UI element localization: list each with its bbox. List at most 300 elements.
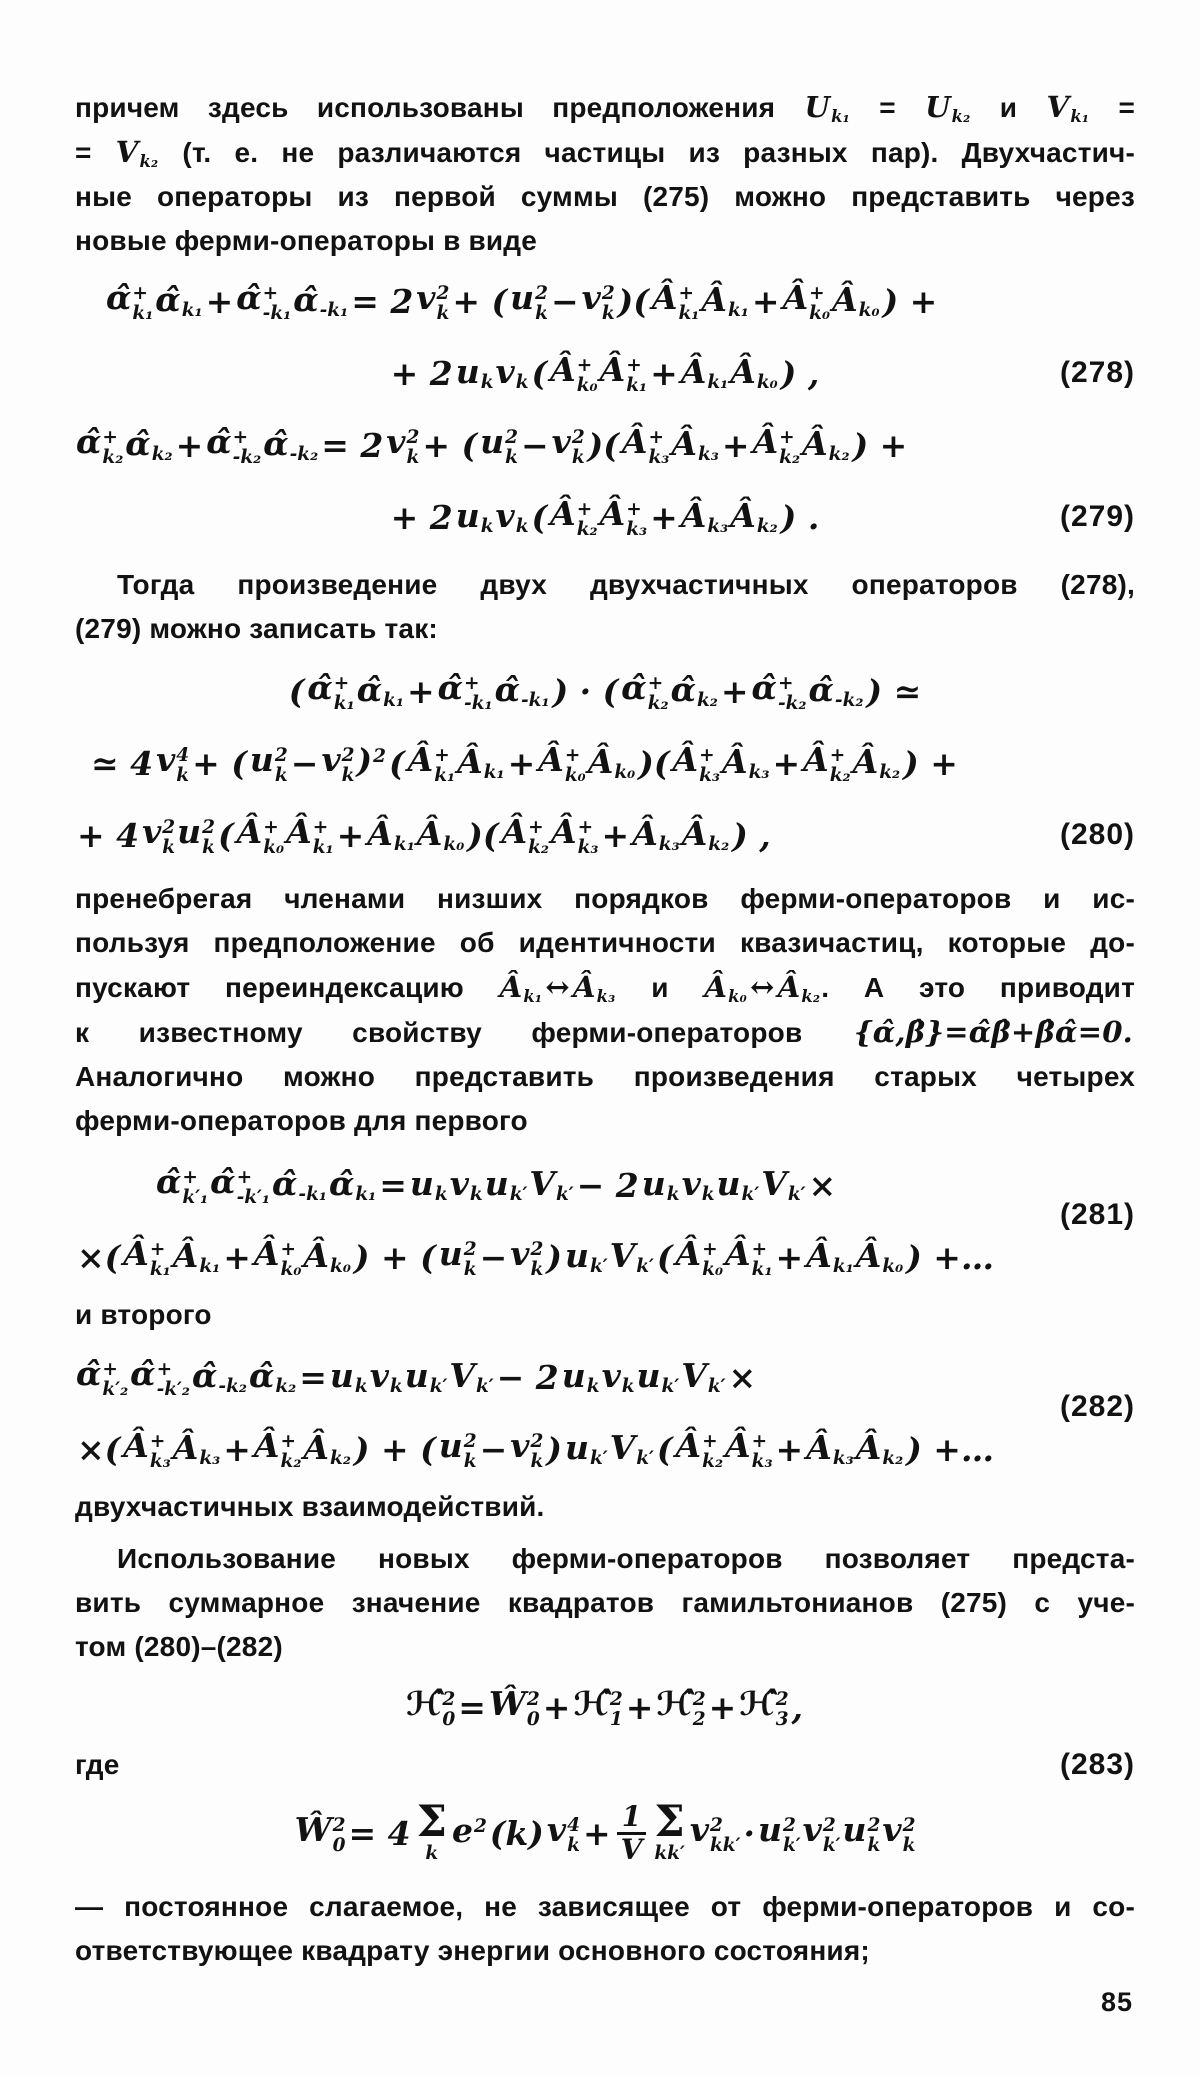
math-scripts (263, 284, 292, 325)
math-run: + (542, 1687, 571, 1727)
math-base: Â (782, 277, 809, 317)
math-scripts (823, 1816, 841, 1857)
math-scripts (150, 1240, 171, 1281)
math-scripts (699, 746, 720, 787)
math-scripts (587, 1358, 600, 1398)
math-token (456, 352, 494, 393)
math-base: Â (777, 970, 801, 1004)
superscript: + (626, 498, 642, 520)
subscript: k₂ (275, 1376, 297, 1398)
paragraph-two-particle (75, 1485, 1135, 1529)
math-base: Â (725, 1233, 751, 1273)
math-base: Â (632, 814, 658, 854)
math-scripts (530, 1432, 543, 1473)
equation-280-line (89, 727, 1135, 799)
math-base: α̂ (248, 1356, 275, 1396)
subscript: k′ (509, 1184, 528, 1206)
math-scripts (710, 1816, 740, 1857)
math-token (538, 740, 586, 787)
subscript: k′ (782, 1834, 801, 1856)
math-run: = (299, 1357, 327, 1397)
math-token (236, 278, 291, 325)
math-run: + (720, 671, 749, 711)
math-base: Â (253, 1233, 280, 1273)
subscript: k (867, 1834, 881, 1856)
math-scripts (702, 1432, 723, 1473)
math-base: Â (253, 1425, 280, 1465)
math-scripts (577, 500, 598, 541)
math-scripts (757, 498, 778, 538)
text-run: новые ферми-операторы в виде (75, 225, 538, 256)
math-run: {α̂,β̂}=α̂β̂+β̂α̂=0. (853, 1015, 1133, 1049)
math-run: − (520, 425, 549, 465)
subscript: k₃ (648, 446, 670, 468)
subscript: k₂ (647, 692, 669, 714)
math-token (725, 1234, 773, 1281)
math-base: v (546, 1809, 567, 1849)
superscript: + (702, 1430, 718, 1452)
math-token (307, 668, 354, 715)
math-run: ( (218, 815, 234, 855)
math-run: + ( (422, 425, 478, 465)
math-base: Â (587, 742, 614, 782)
math-token (254, 1426, 302, 1473)
math-run: )( (587, 425, 619, 465)
paragraph-and-second (75, 1293, 1135, 1337)
math-token (562, 1356, 600, 1397)
math-token (550, 350, 598, 397)
math-token (510, 1234, 543, 1281)
subscript: k₁ (383, 690, 404, 712)
math-token (173, 1428, 221, 1469)
superscript: 2 (902, 1814, 916, 1836)
math-scripts (523, 971, 542, 1006)
math-base: Â (704, 970, 728, 1004)
superscript: 2 (530, 1238, 544, 1260)
subscript: k₀ (858, 300, 880, 322)
paragraph-assumptions (75, 85, 1135, 263)
subscript: k (515, 516, 529, 538)
math-base: Â (407, 739, 434, 779)
math-base: v (510, 1233, 530, 1273)
math-base: Â (806, 1428, 832, 1468)
math-token (438, 668, 493, 715)
math-token (600, 494, 648, 541)
text-run: пренебрегая членами низших порядков ферми-операторов и ис- (75, 883, 1135, 914)
superscript: 2 (601, 282, 615, 304)
math-token (806, 1236, 854, 1277)
math-token (722, 742, 770, 783)
equation-label: (282) (1059, 1390, 1135, 1423)
math-token (293, 280, 348, 321)
superscript: + (829, 744, 846, 766)
subscript: k₂ (801, 987, 821, 1007)
math-scripts (290, 426, 319, 466)
math-token (130, 1354, 190, 1401)
math-base: V (761, 1164, 787, 1204)
math-token (123, 1234, 171, 1281)
paragraph-constant-term (75, 1885, 1135, 1973)
text-run: ные операторы из первой суммы (275) можно представить через (75, 181, 1135, 212)
subscript: -k₁ (521, 690, 550, 712)
math-run: ) + (882, 281, 938, 321)
subscript: k₁ (434, 764, 456, 786)
superscript: + (102, 426, 118, 448)
math-scripts (776, 1690, 789, 1731)
math-run: ↔ (545, 970, 570, 1004)
text-run: . А это приводит (821, 972, 1135, 1003)
math-run: + (175, 425, 204, 465)
math-base: α̂ (76, 1353, 102, 1393)
math-run: + 2 (390, 497, 453, 537)
math-scripts (728, 971, 747, 1006)
math-base: Â (852, 742, 879, 782)
math-token (621, 668, 668, 715)
math-base: u (561, 1356, 586, 1396)
subscript: k₁ (523, 987, 543, 1007)
equation-w0-line (75, 1789, 1135, 1877)
subscript: k₀ (263, 836, 285, 858)
subscript: k₃ (626, 518, 648, 540)
math-base: v (882, 1809, 902, 1849)
superscript: + (779, 426, 795, 448)
math-scripts (829, 426, 850, 466)
subscript: k₂ (702, 1450, 724, 1472)
math-base: Â (803, 739, 829, 779)
math-base: α̂ (236, 277, 262, 317)
math-scripts (649, 428, 670, 469)
math-token (496, 496, 529, 537)
superscript: 2 (692, 1688, 706, 1710)
subscript: k (530, 1258, 544, 1280)
text-run: = (75, 137, 115, 168)
math-token (1047, 85, 1090, 129)
math-scripts (752, 1432, 773, 1473)
math-scripts (698, 426, 719, 466)
math-run: (k) (489, 1813, 544, 1853)
superscript: + (280, 1238, 297, 1260)
math-token (761, 1164, 805, 1205)
math-base: u (564, 1236, 589, 1276)
math-base: V (115, 135, 139, 169)
math-run: ) , (780, 353, 820, 393)
math-token (753, 422, 801, 469)
math-token (155, 280, 202, 321)
subscript: k′ (741, 1184, 760, 1206)
math-token (495, 670, 550, 711)
superscript: 2 (436, 282, 450, 304)
math-scripts (882, 1238, 903, 1278)
math-base: Â (286, 811, 312, 851)
math-run: − 2 (576, 1165, 639, 1205)
math-scripts (313, 818, 334, 859)
math-base: α̂ (437, 667, 464, 707)
math-base: u (438, 1425, 463, 1465)
subscript: k₂ (696, 690, 718, 712)
superscript: + (232, 426, 249, 448)
math-run: ) + (852, 425, 908, 465)
paragraph-neglecting-line (75, 1099, 1135, 1143)
math-scripts (102, 1360, 128, 1401)
math-token (237, 812, 285, 859)
math-base: v (386, 421, 406, 461)
math-base: Â (721, 742, 748, 782)
math-base: α̂ (210, 1161, 236, 1201)
math-scripts (809, 284, 830, 325)
sum-operator (416, 1797, 447, 1865)
math-token (142, 812, 175, 859)
math-base: u (716, 1164, 741, 1204)
paragraph-two-particle-line (75, 1485, 1135, 1529)
subscript: k₃ (751, 1450, 773, 1472)
subscript: k₂ (951, 107, 971, 127)
math-scripts (516, 498, 529, 538)
text-run: ферми-операторов для первого (75, 1105, 528, 1136)
math-scripts (275, 1358, 296, 1398)
subscript: k₁ (355, 1184, 377, 1206)
superscript: 2 (162, 816, 176, 838)
math-scripts (355, 1358, 368, 1398)
math-scripts (442, 1690, 455, 1731)
paragraph-assumptions-line (75, 219, 1135, 263)
text-run: том (280)–(282) (75, 1631, 283, 1662)
math-base: u (438, 1233, 463, 1273)
math-scripts (464, 1432, 477, 1473)
paragraph-product-intro (75, 563, 1135, 651)
math-token (565, 1428, 608, 1469)
subscript: k (601, 302, 615, 324)
subscript: k (176, 764, 190, 786)
math-base: α̂ (293, 280, 319, 320)
math-base: u (404, 1356, 429, 1396)
subscript: k₃ (658, 834, 680, 856)
math-base: α̂ (156, 1161, 182, 1201)
math-token (573, 1684, 622, 1731)
math-run: + (650, 497, 678, 537)
superscript: + (102, 1358, 118, 1380)
superscript: + (777, 672, 794, 694)
math-token (752, 668, 807, 715)
math-token (206, 422, 261, 469)
math-token (177, 812, 215, 859)
subscript: k (389, 1376, 403, 1398)
math-token (681, 496, 729, 537)
math-base: U (925, 90, 951, 124)
math-run: + (721, 425, 750, 465)
math-scripts (708, 1358, 726, 1398)
math-run: − (550, 281, 579, 321)
math-run: + 4 (77, 815, 140, 855)
superscript: 2 (341, 744, 355, 766)
math-base: v (689, 1809, 710, 1849)
math-scripts (330, 1430, 351, 1470)
paragraph-neglecting (75, 877, 1135, 1143)
math-base: Â (416, 814, 443, 854)
subscript: -k₁ (262, 302, 292, 324)
math-scripts (707, 498, 728, 538)
math-run: ) + ( (353, 1237, 436, 1277)
superscript: 2 (473, 1815, 487, 1837)
subscript: k₁ (728, 300, 749, 322)
subscript: k′ (429, 1376, 448, 1398)
subscript: k₂ (828, 444, 850, 466)
equation-hamiltonian-squares-line (75, 1671, 1135, 1743)
math-token (254, 1234, 302, 1281)
paragraph-product-intro-line (75, 607, 1135, 651)
superscript: + (751, 1430, 768, 1452)
math-base: Â (303, 1428, 330, 1468)
superscript: 2 (463, 1430, 477, 1452)
sum-limits: k (425, 1843, 439, 1865)
math-run: ×( (77, 1237, 121, 1277)
math-base: V (529, 1164, 555, 1204)
superscript: 2 (867, 1814, 881, 1836)
math-base: Â (701, 280, 728, 320)
math-base: ℋ̂ (573, 1683, 609, 1723)
math-run: × (728, 1357, 757, 1397)
paragraph-neglecting-line (75, 1010, 1135, 1055)
subscript: k (902, 1834, 916, 1856)
superscript: 2 (775, 1688, 789, 1710)
math-base: u (329, 1356, 354, 1396)
superscript: 2 (571, 426, 585, 448)
math-token (330, 1356, 368, 1397)
math-token (783, 278, 831, 325)
subscript: k₂ (882, 1448, 904, 1470)
math-base: V (681, 1356, 707, 1396)
math-scripts (742, 1166, 760, 1206)
math-base: v (142, 811, 162, 851)
superscript: + (576, 498, 593, 520)
math-token (622, 422, 670, 469)
subscript: k₀ (564, 764, 586, 786)
paragraph-assumptions-line (75, 130, 1135, 175)
math-token (682, 814, 730, 855)
subscript: k₂ (102, 446, 124, 468)
math-base: u (641, 1164, 666, 1204)
math-token (489, 1684, 540, 1731)
superscript: + (132, 282, 148, 304)
math-base: Ŵ (294, 1809, 332, 1849)
math-token (510, 1426, 543, 1473)
subscript: k (586, 1376, 600, 1398)
text-run: вить суммарное значение квадратов гамильтонианов (275) с уче- (75, 1587, 1135, 1618)
math-scripts (182, 1168, 208, 1209)
equation-278-line (75, 337, 1135, 409)
math-base: Â (671, 424, 698, 464)
math-scripts (355, 1166, 376, 1206)
superscript: + (236, 1166, 253, 1188)
paragraph-neglecting-line (75, 921, 1135, 965)
math-scripts (833, 1430, 854, 1470)
math-scripts (882, 1430, 903, 1470)
math-run: ( (288, 671, 305, 711)
math-base: Â (725, 1425, 751, 1465)
math-base: α̂ (206, 421, 232, 461)
math-base: Â (236, 811, 263, 851)
equation-278-line (105, 265, 1135, 337)
math-base: Â (681, 814, 708, 854)
math-token (450, 1164, 483, 1205)
math-run: + (406, 671, 435, 711)
subscript: k (341, 764, 355, 786)
equation-282 (75, 1341, 1135, 1485)
math-base: Â (651, 277, 678, 317)
math-base: Â (550, 349, 576, 389)
subscript: k (701, 1184, 715, 1206)
math-base: v (495, 352, 515, 392)
math-scripts (435, 1166, 448, 1206)
subscript: k₀ (576, 374, 598, 396)
superscript: + (312, 816, 329, 838)
math-base: v (449, 1164, 469, 1204)
subscript: k₂ (528, 836, 550, 858)
equation-279-line (75, 409, 1135, 481)
subscript: k₀ (614, 762, 636, 784)
superscript: + (149, 1430, 166, 1452)
math-token (405, 1356, 448, 1397)
math-token (632, 814, 680, 855)
subscript: k₁ (312, 836, 334, 858)
math-run: = 4 (348, 1813, 411, 1853)
superscript: + (464, 672, 480, 694)
math-token (263, 424, 318, 465)
math-base: Â (802, 424, 828, 464)
paragraph-neglecting-line (75, 965, 1135, 1010)
math-token (496, 352, 529, 393)
text-run: Тогда произведение двух двухчастичных операторов (278), (117, 569, 1135, 600)
subscript: k (666, 1184, 680, 1206)
math-base: v (369, 1356, 389, 1396)
subscript: k₃ (748, 762, 770, 784)
math-scripts (176, 746, 189, 787)
superscript: + (333, 672, 350, 694)
math-run: − (479, 1429, 508, 1469)
math-base: α̂ (494, 670, 521, 710)
superscript: + (149, 1238, 166, 1260)
subscript: k₁ (707, 372, 729, 394)
equation-280-line (75, 655, 1135, 727)
math-base: v (156, 739, 176, 779)
math-run: ( (656, 1237, 673, 1277)
math-token (357, 670, 404, 711)
sigma-icon: Σ (416, 1797, 447, 1848)
math-scripts (801, 971, 820, 1006)
superscript: 4 (176, 744, 190, 766)
subscript: k (406, 446, 420, 468)
math-run: ( (656, 1429, 673, 1469)
superscript: + (263, 816, 279, 838)
math-token (843, 1810, 881, 1857)
subscript: k₁ (832, 1256, 854, 1278)
subscript: k₃ (832, 1448, 854, 1470)
math-scripts (139, 136, 158, 171)
subscript: k (436, 302, 450, 324)
equation-label: (279) (1059, 500, 1135, 533)
math-base: Â (550, 493, 576, 533)
superscript: 2 (463, 1238, 477, 1260)
math-run: + (601, 815, 630, 855)
subscript: 0 (442, 1708, 456, 1730)
math-base: u (249, 739, 274, 779)
math-scripts (505, 428, 518, 469)
math-token (672, 740, 720, 787)
math-run: ) +… (906, 1237, 994, 1277)
subscript: -k′₂ (156, 1378, 190, 1400)
math-run: , (791, 1687, 804, 1727)
page-body (75, 85, 1135, 1973)
math-base: u (455, 496, 480, 536)
